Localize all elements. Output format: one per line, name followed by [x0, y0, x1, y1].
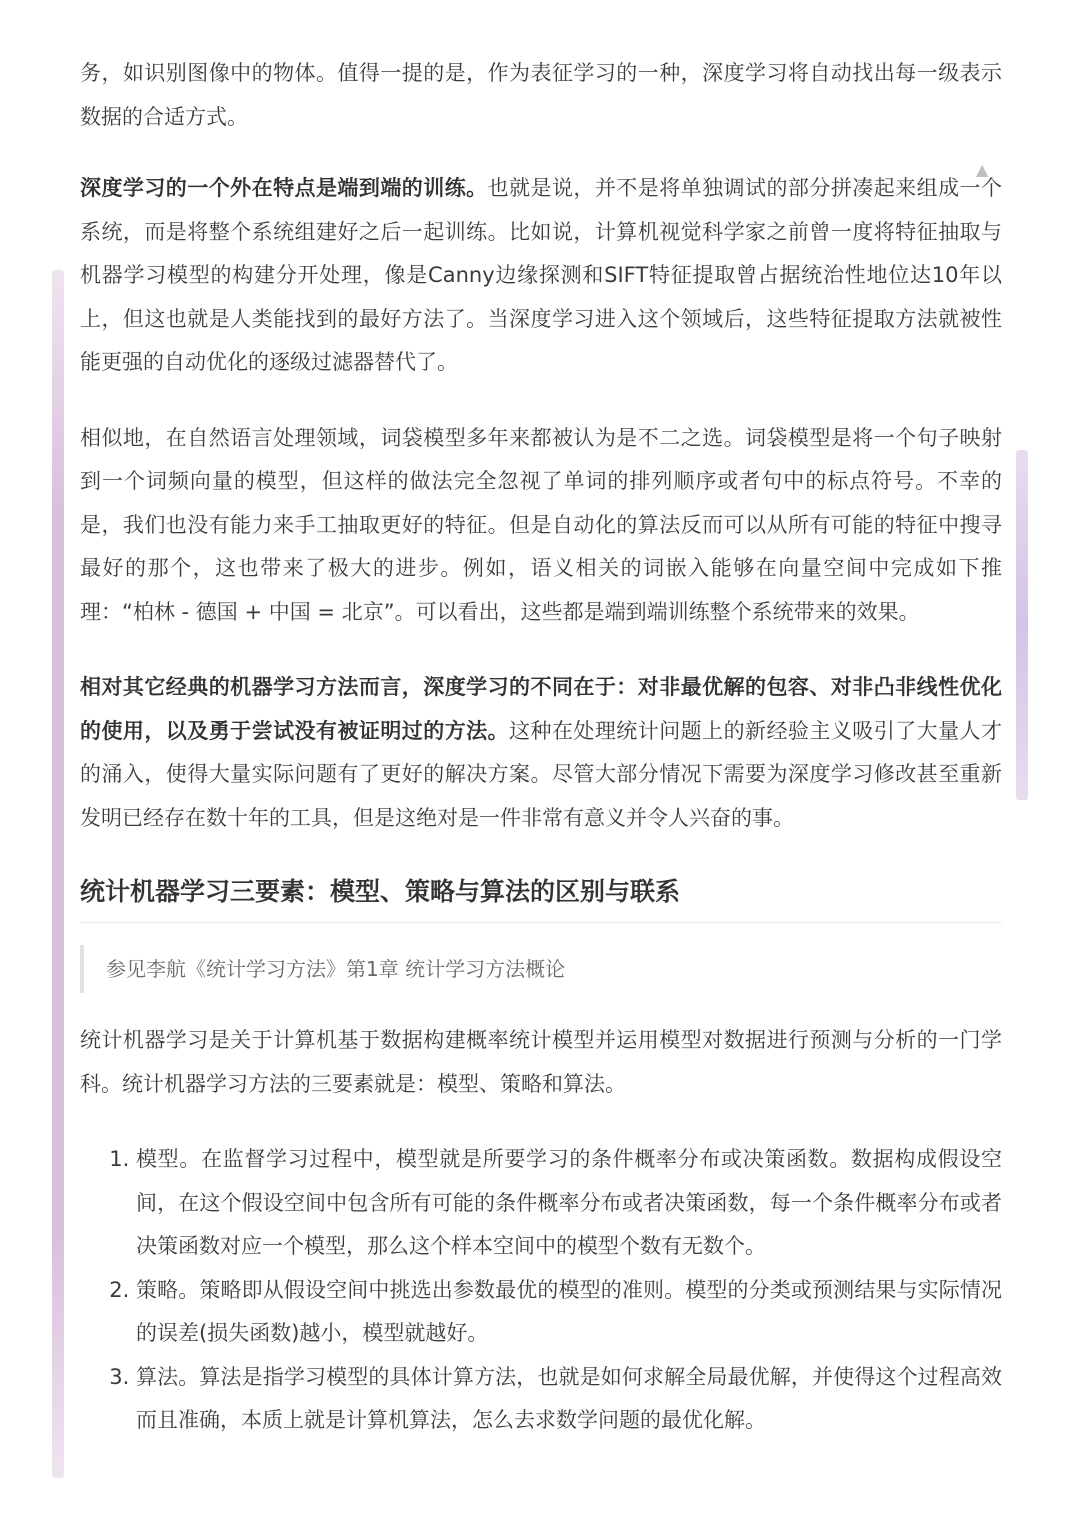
paragraph-1-text: 也就是说，并不是将单独调试的部分拼凑起来组成一个系统，而是将整个系统组建好之后一起训练。比如说，计算机视觉科学家之前曾一度将特征抽取与机器学习模型的构建分开处理，像是Canny边缘探测和SIFT特征提取曾占据统治性地位达10年以上，但这也就是人类能找到的最好方法了。当深度学习进入这个领域后，这些特征提取方法就被性能更强的自动优化的逐级过滤器替代了。 [80, 176, 1002, 374]
paragraph-1 [80, 167, 1002, 385]
list-item-algorithm: 3. 算法。算法是指学习模型的具体计算方法，也就是如何求解全局最优解，并使得这个过程高效而且准确，本质上就是计算机算法，怎么去求数学问题的最优化解。 [136, 1356, 1002, 1443]
reference-quote: 参见李航《统计学习方法》第1章 统计学习方法概论 [80, 945, 1002, 993]
elements-list [80, 1138, 1002, 1443]
left-decor-bar [52, 270, 64, 1478]
section-heading: 统计机器学习三要素：模型、策略与算法的区别与联系 [80, 872, 1002, 923]
scrollbar-thumb[interactable] [1016, 450, 1028, 800]
up-arrow-icon[interactable]: ▲ [976, 160, 989, 179]
list-item-model: 1. 模型。在监督学习过程中，模型就是所要学习的条件概率分布或决策函数。数据构成假设空间，在这个假设空间中包含所有可能的条件概率分布或者决策函数，每一个条件概率分布或者决策函数对应一个模型，那么这个样本空间中的模型个数有无数个。 [136, 1138, 1002, 1269]
paragraph-3-text: 这种在处理统计问题上的新经验主义吸引了大量人才的涌入，使得大量实际问题有了更好的解决方案。尽管大部分情况下需要为深度学习修改甚至重新发明已经存在数十年的工具，但是这绝对是一件非常有意义并令人兴奋的事。 [80, 718, 1002, 830]
article-body [80, 52, 1002, 1443]
paragraph-3 [80, 666, 1002, 840]
list-item-strategy: 2. 策略。策略即从假设空间中挑选出参数最优的模型的准则。模型的分类或预测结果与实际情况的误差(损失函数)越小，模型就越好。 [136, 1269, 1002, 1356]
section-intro: 统计机器学习是关于计算机基于数据构建概率统计模型并运用模型对数据进行预测与分析的一门学科。统计机器学习方法的三要素就是：模型、策略和算法。 [80, 1028, 1002, 1096]
paragraph-1-bold: 深度学习的一个外在特点是端到端的训练。 [80, 176, 488, 200]
paragraph-2: 相似地，在自然语言处理领域，词袋模型多年来都被认为是不二之选。词袋模型是将一个句子映射到一个词频向量的模型，但这样的做法完全忽视了单词的排列顺序或者句中的标点符号。不幸的是，我们也没有能力来手工抽取更好的特征。但是自动化的算法反而可以从所有可能的特征中搜寻最好的那个，这也带来了极大的进步。例如，语义相关的词嵌入能够在向量空间中完成如下推理：“柏林 - 德国 + 中国 = 北京”。可以看出，这些都是端到端训练整个系统带来的效果。 [80, 425, 1002, 624]
paragraph-0: 务，如识别图像中的物体。值得一提的是，作为表征学习的一种，深度学习将自动找出每一级表示数据的合适方式。 [80, 61, 1002, 129]
paragraph-3-bold: 相对其它经典的机器学习方法而言，深度学习的不同在于：对非最优解的包容、对非凸非线性优化的使用，以及勇于尝试没有被证明过的方法。 [80, 675, 1002, 743]
